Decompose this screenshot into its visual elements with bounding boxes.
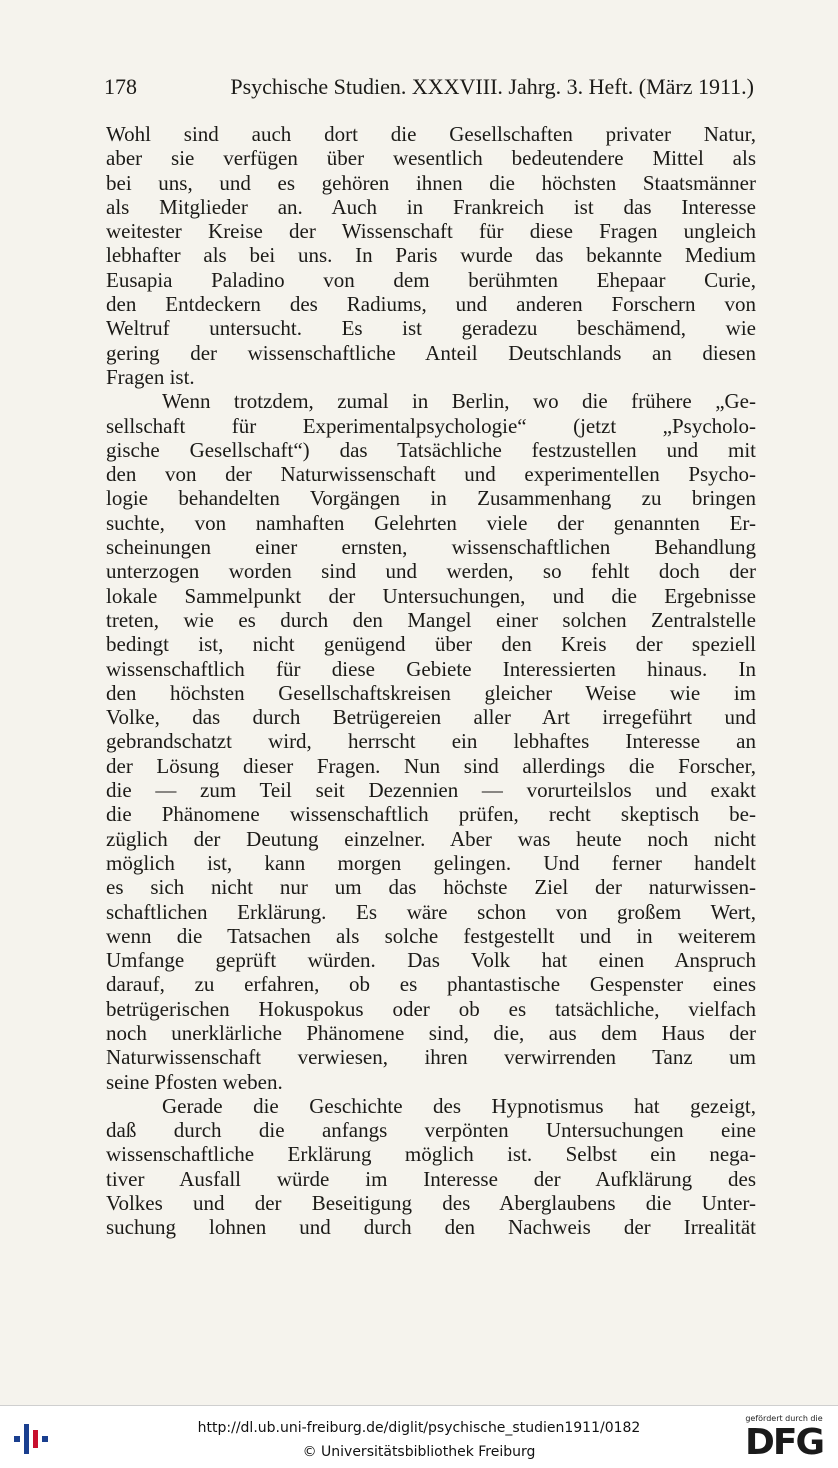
text-line: suchte, von namhaften Gelehrten viele der genannten Er- <box>106 510 756 535</box>
text-line: seine Pfosten weben. <box>106 1069 283 1094</box>
text-line: unterzogen worden sind und werden, so fehlt doch der <box>106 559 756 584</box>
body-text <box>106 122 756 1240</box>
text-line: Weltruf untersucht. Es ist geradezu beschämend, wie <box>106 316 756 341</box>
text-line: wenn die Tatsachen als solche festgestellt und in weiterem <box>106 923 756 948</box>
text-line: scheinungen einer ernsten, wissenschaftlichen Behandlung <box>106 535 756 560</box>
text-line: Naturwissenschaft verwiesen, ihren verwirrenden Tanz um <box>106 1045 756 1070</box>
text-line: Umfange geprüft würden. Das Volk hat einen Anspruch <box>106 948 756 973</box>
text-line: gering der wissenschaftliche Anteil Deutschlands an diesen <box>106 340 756 365</box>
text-line: als Mitglieder an. Auch in Frankreich ist das Interesse <box>106 194 756 219</box>
text-line: darauf, zu erfahren, ob es phantastische Gespenster eines <box>106 972 756 997</box>
permalink-link[interactable]: http://dl.ub.uni-freiburg.de/diglit/psychische_studien1911/0182 <box>197 1420 641 1436</box>
running-title: Psychische Studien. XXXVIII. Jahrg. 3. Heft. (März 1911.) <box>230 74 754 99</box>
text-line: wissenschaftlich für diese Gebiete Interessierten hinaus. In <box>106 656 756 681</box>
text-line: Eusapia Paladino von dem berühmten Ehepaar Curie, <box>106 267 756 292</box>
text-line: den höchsten Gesellschaftskreisen gleicher Weise wie im <box>106 680 756 705</box>
text-line: Volke, das durch Betrügereien aller Art irregeführt und <box>106 705 756 730</box>
text-line: suchung lohnen und durch den Nachweis der Irrealität <box>106 1215 756 1240</box>
text-line: daß durch die anfangs verpönten Untersuchungen eine <box>106 1118 756 1143</box>
text-line: bedingt ist, nicht genügend über den Kreis der speziell <box>106 632 756 657</box>
text-line: wissenschaftliche Erklärung möglich ist. Selbst ein nega- <box>106 1142 756 1167</box>
text-line: treten, wie es durch den Mangel einer solchen Zentralstelle <box>106 607 756 632</box>
text-line: lokale Sammelpunkt der Untersuchungen, und die Ergebnisse <box>106 583 756 608</box>
text-line: Fragen ist. <box>106 364 195 389</box>
text-line: sellschaft für Experimentalpsychologie“ (jetzt „Psycholo- <box>106 413 756 438</box>
text-line: lebhafter als bei uns. In Paris wurde das bekannte Medium <box>106 243 756 268</box>
text-line: logie behandelten Vorgängen in Zusammenhang zu bringen <box>106 486 756 511</box>
text-line: gebrandschatzt wird, herrscht ein lebhaftes Interesse an <box>106 729 756 754</box>
text-line: die Phänomene wissenschaftlich prüfen, recht skeptisch be- <box>106 802 756 827</box>
text-line: noch unerklärliche Phänomene sind, die, aus dem Haus der <box>106 1020 756 1045</box>
text-line: den von der Naturwissenschaft und experimentellen Psycho- <box>106 462 756 487</box>
text-line: es sich nicht nur um das höchste Ziel der naturwissen- <box>106 875 756 900</box>
dfg-logo-text: DFG <box>744 1422 824 1463</box>
text-line: Wohl sind auch dort die Gesellschaften privater Natur, <box>106 122 756 146</box>
text-line: gische Gesellschaft“) das Tatsächliche festzustellen und mit <box>106 437 756 462</box>
text-line: Gerade die Geschichte des Hypnotismus hat gezeigt, <box>162 1093 756 1118</box>
text-line: der Lösung dieser Fragen. Nun sind allerdings die Forscher, <box>106 753 756 778</box>
text-line: Volkes und der Beseitigung des Aberglaubens die Unter- <box>106 1191 756 1216</box>
text-line: tiver Ausfall würde im Interesse der Aufklärung des <box>106 1166 756 1191</box>
text-line: aber sie verfügen über wesentlich bedeutendere Mittel als <box>106 146 756 171</box>
copyright-notice: © Universitätsbibliothek Freiburg <box>302 1444 536 1460</box>
running-head <box>104 74 754 100</box>
text-line: züglich der Deutung einzelner. Aber was heute noch nicht <box>106 826 756 851</box>
text-line: schaftlichen Erklärung. Es wäre schon von großem Wert, <box>106 899 756 924</box>
funder-tagline: gefördert durch die <box>745 1414 823 1423</box>
text-line: den Entdeckern des Radiums, und anderen Forschern von <box>106 292 756 317</box>
text-line: die — zum Teil seit Dezennien — vorurteilslos und exakt <box>106 778 756 803</box>
text-line: weitester Kreise der Wissenschaft für diese Fragen ungleich <box>106 219 756 244</box>
dfg-funder-logo <box>740 1414 828 1464</box>
text-line: Wenn trotzdem, zumal in Berlin, wo die frühere „Ge- <box>162 389 756 414</box>
library-footer <box>0 1405 838 1468</box>
text-line: möglich ist, kann morgen gelingen. Und ferner handelt <box>106 850 756 875</box>
text-line: bei uns, und es gehören ihnen die höchsten Staatsmänner <box>106 170 756 195</box>
page-number: 178 <box>104 74 137 99</box>
text-line: betrügerischen Hokuspokus oder ob es tatsächliche, vielfach <box>106 996 756 1021</box>
